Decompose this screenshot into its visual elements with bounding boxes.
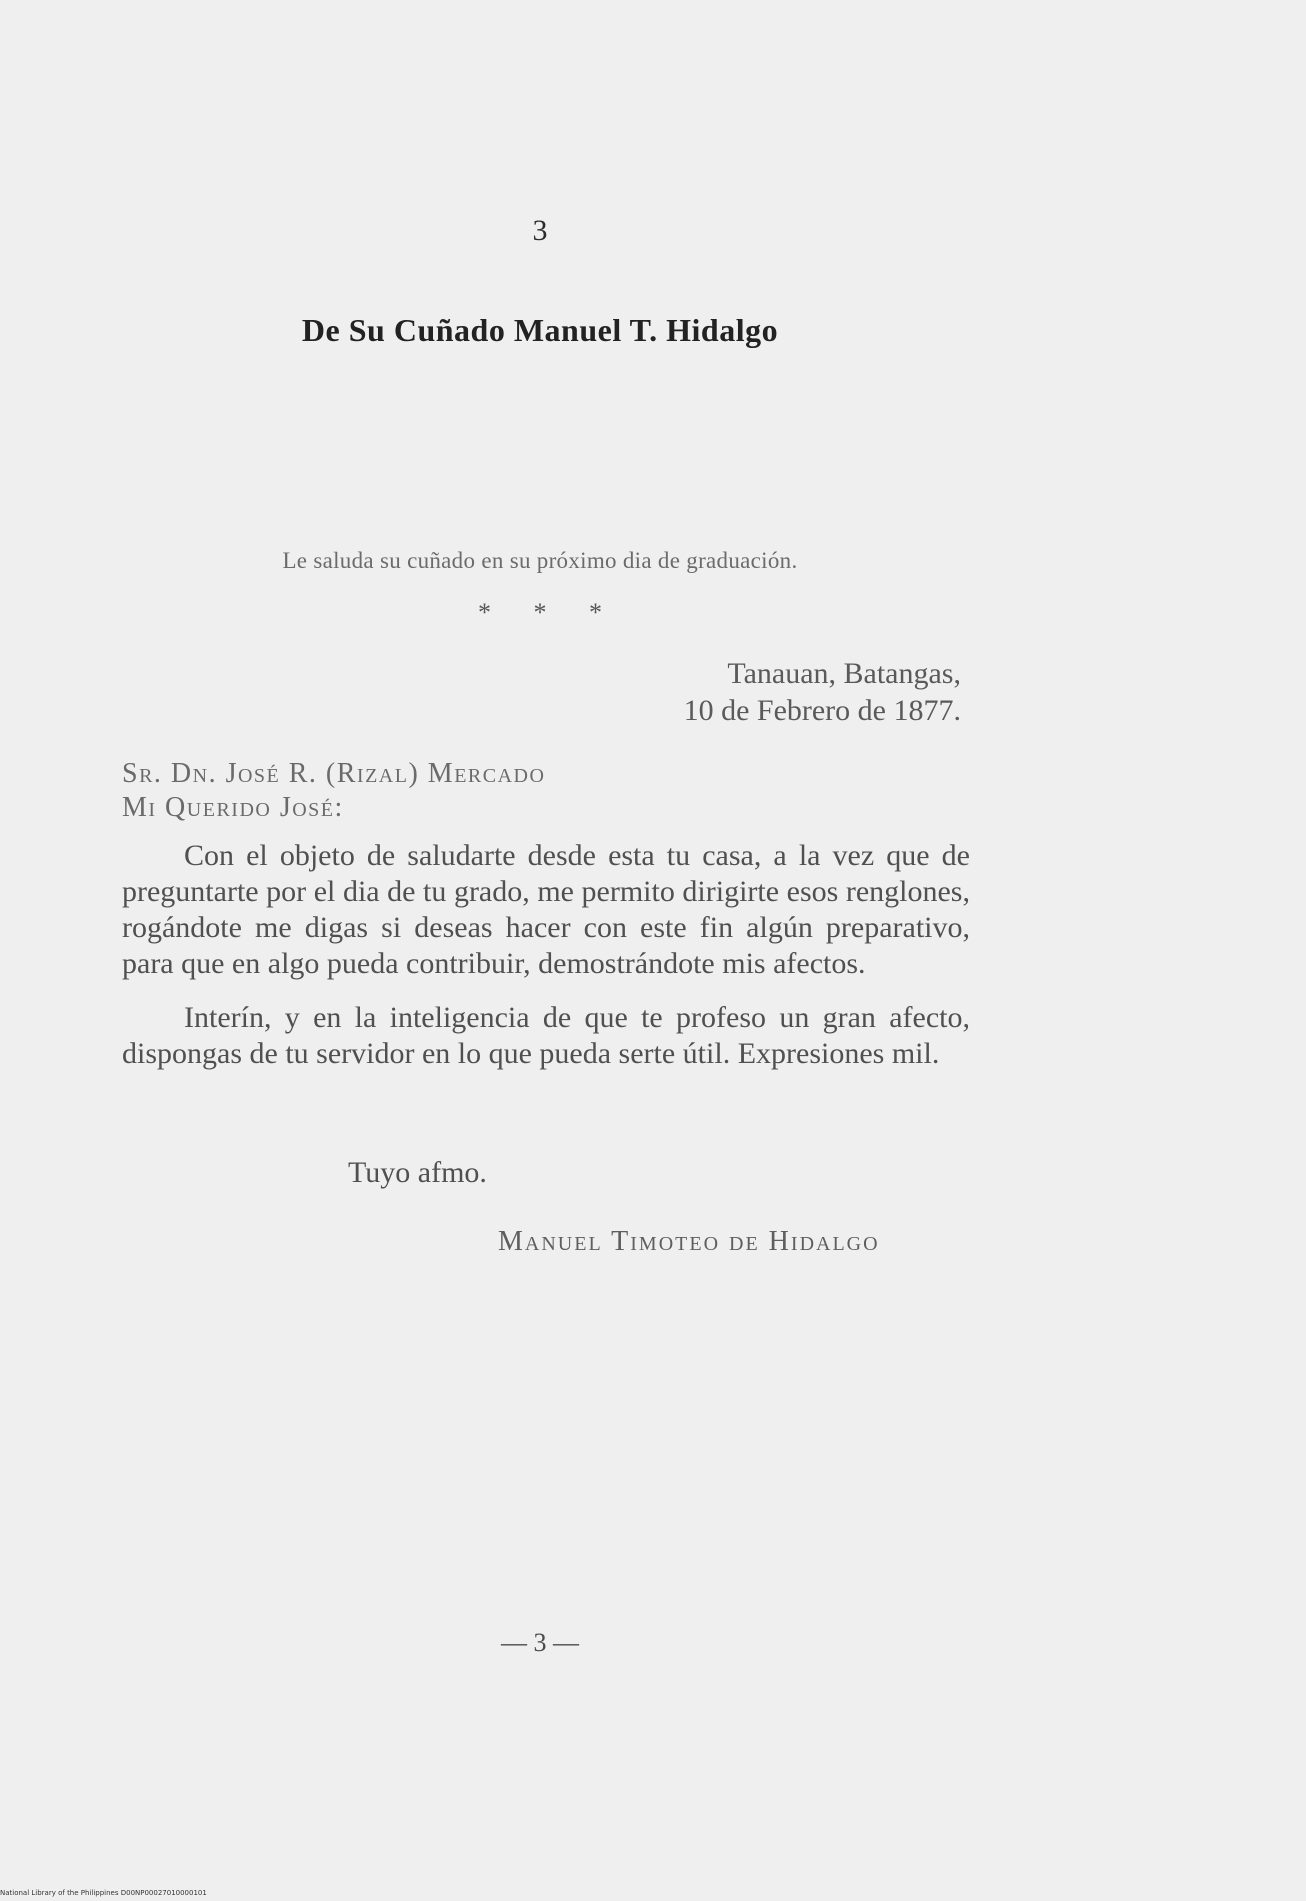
signature: Manuel Timoteo de Hidalgo	[498, 1226, 880, 1257]
addressee: Sr. Dn. José R. (Rizal) Mercado	[122, 758, 546, 789]
letter-number: 3	[532, 214, 548, 247]
page-folio: — 3 —	[501, 1628, 579, 1657]
asterisk-separator: * * *	[478, 598, 602, 627]
letter-title: De Su Cuñado Manuel T. Hidalgo	[301, 312, 779, 348]
body-paragraph: Interín, y en la inteligencia de que te profeso un gran afecto, dispongas de tu servidor en lo que pueda serte útil. Expresiones mil.	[122, 1001, 970, 1070]
greeting: Mi Querido José:	[122, 792, 344, 823]
letter-summary: Le saluda su cuñado en su próximo dia de graduación.	[282, 548, 798, 573]
salutation	[122, 757, 545, 825]
archive-credit: National Library of the Philippines D00NP00027010000101	[0, 1889, 207, 1897]
date-line: 10 de Febrero de 1877.	[683, 694, 961, 727]
closing: Tuyo afmo.	[348, 1156, 487, 1189]
place-line: Tanauan, Batangas,	[727, 657, 961, 690]
place-date	[684, 655, 961, 729]
body-paragraph: Con el objeto de saludarte desde esta tu casa, a la vez que de preguntarte por el dia de tu grado, me permito dirigirte esos renglones, rogándote me digas si deseas hacer con este fin algún preparativo, para que en algo pueda contribuir, demostrándote mis afectos.	[122, 839, 970, 980]
letter-body	[122, 838, 970, 1090]
